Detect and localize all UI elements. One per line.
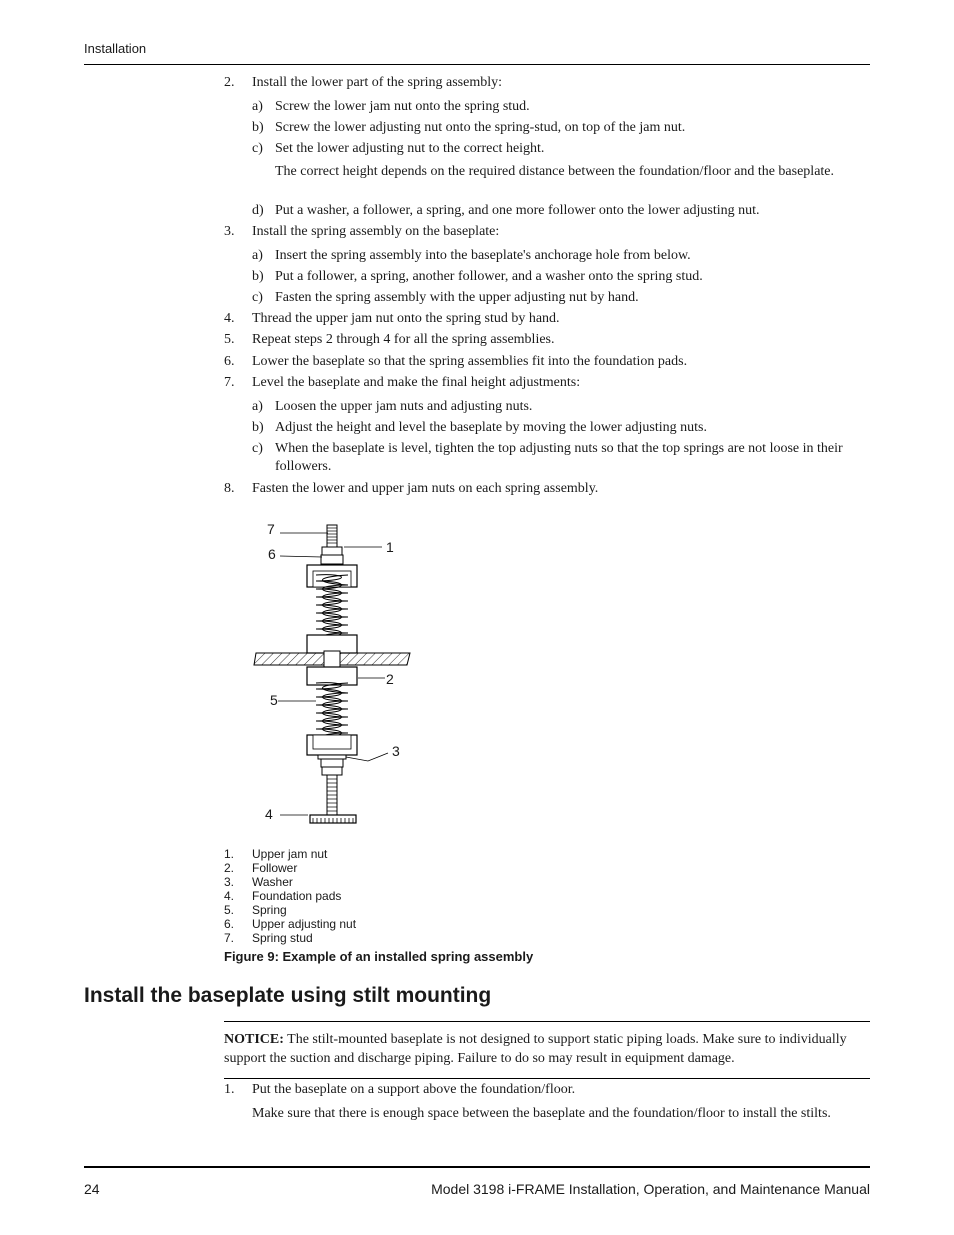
callout-1: 1 [386, 539, 394, 555]
lower-adjusting-nut [321, 759, 343, 767]
step-number: 6. [224, 354, 235, 369]
substep-text: Put a washer, a follower, a spring, and one more follower onto the lower adjusting nut. [275, 203, 760, 218]
manual-title: Model 3198 i-FRAME Installation, Operation, and Maintenance Manual [431, 1181, 870, 1197]
step-number: 4. [224, 311, 235, 326]
legend-number: 1. [224, 847, 235, 861]
legend-number: 6. [224, 917, 235, 931]
notice-label: NOTICE: [224, 1032, 284, 1047]
legend-number: 3. [224, 875, 235, 889]
substep-text: Screw the lower adjusting nut onto the spring-stud, on top of the jam nut. [275, 120, 686, 135]
notice-bottom-rule [224, 1078, 870, 1079]
foundation-pad [310, 815, 356, 823]
step-text: Put the baseplate on a support above the foundation/floor. [252, 1082, 576, 1097]
substep-text: Put a follower, a spring, another follower, and a washer onto the spring stud. [275, 269, 703, 284]
step-text: Thread the upper jam nut onto the spring stud by hand. [252, 311, 560, 326]
callout-6: 6 [268, 546, 276, 562]
substep-text: Adjust the height and level the baseplate by moving the lower adjusting nuts. [275, 420, 707, 435]
notice-text: The stilt-mounted baseplate is not designed to support static piping loads. Make sure to individually support the suction and discharge piping. Failure to do so may result in equipment damage. [224, 1032, 847, 1066]
lower-follower [307, 735, 357, 755]
notice-box [224, 1030, 864, 1068]
step-number: 7. [224, 375, 235, 390]
callout-3: 3 [392, 743, 400, 759]
callout-2: 2 [386, 671, 394, 687]
baseplate [254, 651, 410, 667]
page-number: 24 [84, 1181, 100, 1197]
spring-assembly-figure [250, 515, 420, 835]
substep-letter: a) [252, 248, 263, 263]
substep-text: Loosen the upper jam nuts and adjusting nuts. [275, 399, 533, 414]
notice-top-rule [224, 1021, 870, 1022]
substep-letter: b) [252, 420, 264, 435]
step-number: 2. [224, 75, 235, 90]
substep-letter: c) [252, 141, 263, 156]
substep-text: Set the lower adjusting nut to the correct height. [275, 141, 545, 156]
substep-text: Fasten the spring assembly with the upper adjusting nut by hand. [275, 290, 639, 305]
upper-adjusting-nut [321, 555, 343, 564]
substep-letter: c) [252, 290, 263, 305]
step-text: Lower the baseplate so that the spring assemblies fit into the foundation pads. [252, 354, 688, 369]
legend-text: Upper adjusting nut [252, 917, 357, 931]
legend-text: Follower [252, 861, 298, 875]
substep-letter: b) [252, 120, 264, 135]
legend-number: 7. [224, 931, 235, 945]
step-number: 3. [224, 224, 235, 239]
footer-divider [84, 1166, 870, 1168]
legend-number: 5. [224, 903, 235, 917]
substep-letter: a) [252, 399, 263, 414]
step-number: 1. [224, 1082, 235, 1097]
substep-text: Insert the spring assembly into the baseplate's anchorage hole from below. [275, 248, 691, 263]
step-number: 5. [224, 332, 235, 347]
callout-7: 7 [267, 521, 275, 537]
substep-letter: c) [252, 441, 263, 456]
washer [318, 755, 346, 759]
substep-letter: d) [252, 203, 264, 218]
legend-text: Spring stud [252, 931, 313, 945]
step-number: 8. [224, 481, 235, 496]
step-text: Install the lower part of the spring assembly: [252, 75, 502, 90]
callout-4: 4 [265, 806, 273, 822]
step-text: Fasten the lower and upper jam nuts on each spring assembly. [252, 481, 599, 496]
legend-text: Spring [252, 903, 287, 917]
follower-above-plate [307, 635, 357, 653]
header-divider [84, 64, 870, 65]
substep-text: When the baseplate is level, tighten the top adjusting nuts so that the top springs are not loose in their followers. [275, 441, 843, 474]
legend-text: Washer [252, 875, 293, 889]
substep-letter: b) [252, 269, 264, 284]
callout-5: 5 [270, 692, 278, 708]
follower-below-plate [307, 667, 357, 685]
section-heading: Install the baseplate using stilt mounting [84, 984, 492, 1007]
legend-number: 2. [224, 861, 235, 875]
stilt-step-1-note: Make sure that there is enough space between the baseplate and the foundation/floor to install the stilts. [252, 1106, 831, 1121]
substep-2c-note: The correct height depends on the required distance between the foundation/floor and the baseplate. [275, 164, 835, 179]
legend-text: Upper jam nut [252, 847, 328, 861]
lower-jam-nut [322, 767, 342, 775]
legend-text: Foundation pads [252, 889, 342, 903]
upper-jam-nut [322, 547, 342, 555]
legend-number: 4. [224, 889, 235, 903]
running-header: Installation [84, 41, 147, 56]
step-text: Install the spring assembly on the baseplate: [252, 224, 500, 239]
substep-text: Screw the lower jam nut onto the spring stud. [275, 99, 530, 114]
figure-caption: Figure 9: Example of an installed spring assembly [224, 949, 534, 964]
step-text: Repeat steps 2 through 4 for all the spring assemblies. [252, 332, 555, 347]
substep-letter: a) [252, 99, 263, 114]
step-text: Level the baseplate and make the final height adjustments: [252, 375, 581, 390]
